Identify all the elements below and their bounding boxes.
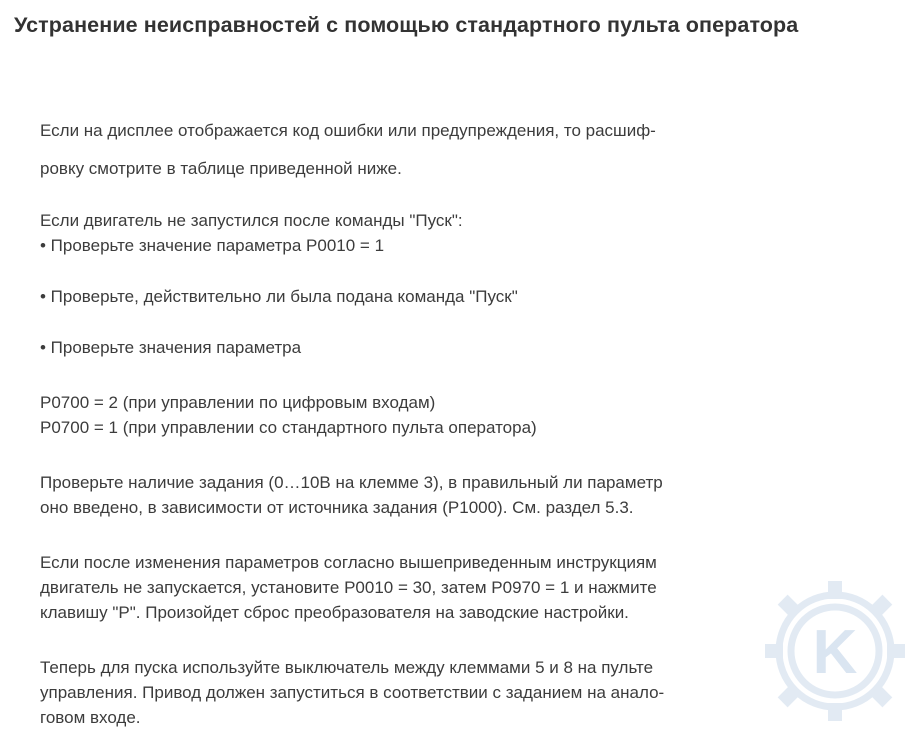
final-line-3: говом входе. xyxy=(40,708,141,727)
document-body xyxy=(40,112,890,730)
paragraph-start-check-header: Если двигатель не запустился после команды "Пуск": xyxy=(40,211,463,230)
setpoint-line-1: Проверьте наличие задания (0…10В на клемме 3), в правильный ли параметр xyxy=(40,473,663,492)
bullet-item-3: • Проверьте значения параметра xyxy=(40,338,302,357)
paragraph-final-start xyxy=(40,655,890,730)
reset-line-2: двигатель не запускается, установите P0010 = 30, затем P0970 = 1 и нажмите xyxy=(40,578,657,597)
intro-line-1: Если на дисплее отображается код ошибки или предупреждения, то расшиф- xyxy=(40,121,656,140)
watermark-letter: K xyxy=(812,618,858,687)
reset-line-1: Если после изменения параметров согласно вышеприведенным инструкциям xyxy=(40,553,657,572)
paragraph-param-p0700 xyxy=(40,390,890,440)
final-line-1: Теперь для пуска используйте выключатель между клеммами 5 и 8 на пульте xyxy=(40,658,654,677)
param-line-2: P0700 = 1 (при управлении со стандартного пульта оператора) xyxy=(40,418,537,437)
bullet-item-1: • Проверьте значение параметра P0010 = 1 xyxy=(40,236,385,255)
setpoint-line-2: оно введено, в зависимости от источника задания (P1000). См. раздел 5.3. xyxy=(40,498,634,517)
bullet-item-2: • Проверьте, действительно ли была подана команда "Пуск" xyxy=(40,287,518,306)
paragraph-intro xyxy=(40,112,890,188)
paragraph-setpoint xyxy=(40,470,890,520)
page-title: Устранение неисправностей с помощью стандартного пульта оператора xyxy=(14,13,799,37)
reset-line-3: клавишу "P". Произойдет сброс преобразователя на заводские настройки. xyxy=(40,603,629,622)
param-line-1: P0700 = 2 (при управлении по цифровым входам) xyxy=(40,393,436,412)
intro-line-2: ровку смотрите в таблице приведенной ниже. xyxy=(40,159,402,178)
paragraph-factory-reset xyxy=(40,550,890,625)
final-line-2: управления. Привод должен запуститься в соответствии с заданием на анало- xyxy=(40,683,665,702)
